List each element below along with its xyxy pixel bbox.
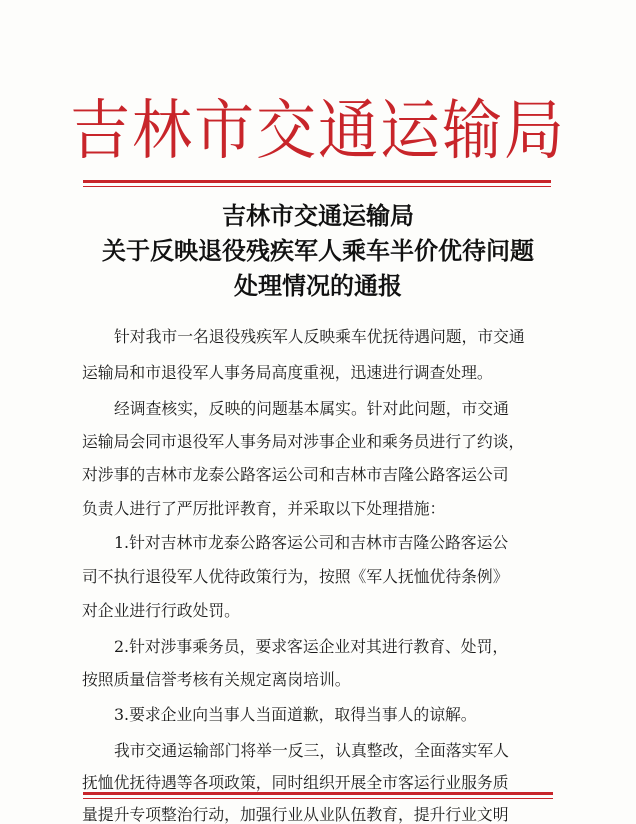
body-line-12: 3.要求企业向当事人当面道歉，取得当事人的谅解。	[114, 705, 477, 724]
footer-rule-thick	[83, 792, 553, 795]
body-line-13: 我市交通运输部门将举一反三，认真整改，全面落实军人	[114, 741, 509, 760]
body-line-9: 对企业进行行政处罚。	[82, 601, 240, 620]
body-line-14: 抚恤优抚待遇等各项政策，同时组织开展全市客运行业服务质	[82, 773, 509, 792]
document-header: 吉林市交通运输局	[70, 93, 566, 169]
body-line-8: 司不执行退役军人优待政策行为，按照《军人抚恤优待条例》	[82, 567, 509, 586]
document-title-line-1: 吉林市交通运输局	[222, 201, 414, 230]
body-line-2: 运输局和市退役军人事务局高度重视，迅速进行调查处理。	[82, 363, 493, 382]
body-line-4: 运输局会同市退役军人事务局对涉事企业和乘务员进行了约谈，	[82, 432, 525, 451]
document-title-line-3: 处理情况的通报	[234, 271, 402, 300]
header-rule-thick	[83, 180, 551, 183]
body-line-7: 1.针对吉林市龙泰公路客运公司和吉林市吉隆公路客运公	[114, 533, 509, 552]
body-line-3: 经调查核实，反映的问题基本属实。针对此问题，市交通	[114, 399, 509, 418]
body-line-1: 针对我市一名退役残疾军人反映乘车优抚待遇问题，市交通	[114, 327, 525, 346]
body-line-6: 负责人进行了严厉批评教育，并采取以下处理措施：	[82, 499, 446, 518]
body-line-15: 量提升专项整治行动，加强行业从业队伍教育，提升行业文明	[82, 805, 509, 824]
footer-rule-thin	[83, 798, 553, 799]
header-rule-thin	[83, 186, 551, 187]
document-title-line-2: 关于反映退役残疾军人乘车半价优待问题	[102, 236, 534, 265]
body-line-11: 按照质量信誉考核有关规定离岗培训。	[82, 670, 351, 689]
body-line-10: 2.针对涉事乘务员，要求客运企业对其进行教育、处罚，	[114, 637, 509, 656]
body-line-5: 对涉事的吉林市龙泰公路客运公司和吉林市吉隆公路客运公司	[82, 465, 509, 484]
